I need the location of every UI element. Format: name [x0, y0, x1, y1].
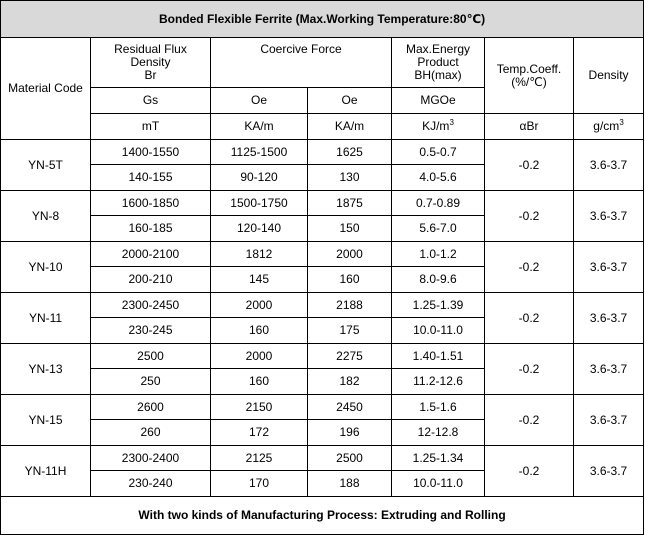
- density-value: 3.6-3.7: [574, 395, 644, 446]
- ihc-kam-value: 175: [308, 318, 392, 344]
- density-value: 3.6-3.7: [574, 242, 644, 293]
- bhc-kam-value: 170: [211, 471, 308, 497]
- br-gs-value: 2600: [91, 395, 211, 420]
- header-alpha-br: αBr: [485, 114, 574, 140]
- bhmax-mgoe-value: 1.25-1.34: [392, 446, 485, 471]
- header-density-unit-base: g/cm: [593, 119, 620, 133]
- bhc-kam-value: 90-120: [211, 165, 308, 191]
- br-mt-value: 250: [91, 369, 211, 395]
- unit-si-bh-exp: 3: [449, 118, 454, 127]
- header-bhmax-symbol: BH(max): [414, 68, 462, 82]
- bhmax-kjm3-value: 8.0-9.6: [392, 267, 485, 293]
- material-row: [1, 446, 644, 471]
- header-density: Density: [574, 38, 644, 114]
- bhmax-kjm3-value: 11.2-12.6: [392, 369, 485, 395]
- material-code: YN-11H: [1, 446, 91, 497]
- header-max-energy: [392, 38, 485, 88]
- unit-si-bh-base: KJ/m: [422, 119, 450, 133]
- bhmax-kjm3-value: 10.0-11.0: [392, 318, 485, 344]
- material-code: YN-15: [1, 395, 91, 446]
- ihc-oe-value: 1625: [308, 140, 392, 165]
- bhc-kam-value: 172: [211, 420, 308, 446]
- bhmax-kjm3-value: 10.0-11.0: [392, 471, 485, 497]
- unit-cgs-bh: MGOe: [392, 88, 485, 114]
- bhmax-mgoe-value: 1.0-1.2: [392, 242, 485, 267]
- unit-cgs-bhc: Oe: [211, 88, 308, 114]
- header-temp-coeff-unit: (%/℃): [511, 74, 547, 89]
- bhc-kam-value: 120-140: [211, 216, 308, 242]
- material-row: [1, 344, 644, 369]
- material-code: YN-5T: [1, 140, 91, 191]
- unit-cgs-ihc: Oe: [308, 88, 392, 114]
- bhc-oe-value: 2000: [211, 293, 308, 318]
- bhc-oe-value: 2150: [211, 395, 308, 420]
- bhc-oe-value: 2125: [211, 446, 308, 471]
- bhc-oe-value: 1125-1500: [211, 140, 308, 165]
- bhmax-mgoe-value: 1.5-1.6: [392, 395, 485, 420]
- ihc-kam-value: 150: [308, 216, 392, 242]
- material-row: [1, 293, 644, 318]
- density-value: 3.6-3.7: [574, 344, 644, 395]
- temp-coeff-value: -0.2: [485, 293, 574, 344]
- material-code: YN-8: [1, 191, 91, 242]
- bhc-oe-value: 1500-1750: [211, 191, 308, 216]
- bhmax-mgoe-value: 1.40-1.51: [392, 344, 485, 369]
- header-br-symbol: Br: [144, 68, 157, 82]
- material-code: YN-11: [1, 293, 91, 344]
- unit-si-bh: [392, 114, 485, 140]
- material-row: [1, 191, 644, 216]
- bhmax-kjm3-value: 4.0-5.6: [392, 165, 485, 191]
- temp-coeff-value: -0.2: [485, 395, 574, 446]
- br-mt-value: 200-210: [91, 267, 211, 293]
- ihc-oe-value: 2275: [308, 344, 392, 369]
- material-row: [1, 395, 644, 420]
- br-mt-value: 160-185: [91, 216, 211, 242]
- header-material-code: Material Code: [1, 38, 91, 140]
- header-density-unit: [574, 114, 644, 140]
- header-coercive-force: [211, 38, 392, 88]
- density-value: 3.6-3.7: [574, 446, 644, 497]
- unit-cgs-br: Gs: [91, 88, 211, 114]
- header-coercive-force-label: Coercive Force: [260, 42, 342, 56]
- material-code: YN-10: [1, 242, 91, 293]
- header-max-energy-label: Max.Energy Product: [405, 42, 471, 69]
- br-gs-value: 2500: [91, 344, 211, 369]
- bhc-kam-value: 145: [211, 267, 308, 293]
- header-residual-flux: [91, 38, 211, 88]
- ihc-oe-value: 2500: [308, 446, 392, 471]
- density-value: 3.6-3.7: [574, 140, 644, 191]
- density-value: 3.6-3.7: [574, 191, 644, 242]
- br-mt-value: 230-240: [91, 471, 211, 497]
- br-gs-value: 2300-2400: [91, 446, 211, 471]
- ihc-oe-value: 2188: [308, 293, 392, 318]
- bhmax-kjm3-value: 12-12.8: [392, 420, 485, 446]
- bhmax-mgoe-value: 0.7-0.89: [392, 191, 485, 216]
- table-title: Bonded Flexible Ferrite (Max.Working Temperature:80℃): [1, 1, 644, 38]
- ihc-oe-value: 2450: [308, 395, 392, 420]
- bhmax-mgoe-value: 0.5-0.7: [392, 140, 485, 165]
- bhmax-kjm3-value: 5.6-7.0: [392, 216, 485, 242]
- bhc-kam-value: 160: [211, 369, 308, 395]
- bhc-oe-value: 1812: [211, 242, 308, 267]
- ihc-oe-value: 1875: [308, 191, 392, 216]
- ihc-kam-value: 160: [308, 267, 392, 293]
- br-gs-value: 1400-1550: [91, 140, 211, 165]
- br-mt-value: 260: [91, 420, 211, 446]
- temp-coeff-value: -0.2: [485, 140, 574, 191]
- ihc-oe-value: 2000: [308, 242, 392, 267]
- table-footer: With two kinds of Manufacturing Process: Extruding and Rolling: [1, 497, 644, 535]
- ihc-kam-value: 188: [308, 471, 392, 497]
- density-value: 3.6-3.7: [574, 293, 644, 344]
- br-gs-value: 2300-2450: [91, 293, 211, 318]
- br-mt-value: 230-245: [91, 318, 211, 344]
- temp-coeff-value: -0.2: [485, 344, 574, 395]
- header-temp-coeff: [485, 38, 574, 114]
- ihc-kam-value: 196: [308, 420, 392, 446]
- material-row: [1, 140, 644, 165]
- br-gs-value: 1600-1850: [91, 191, 211, 216]
- unit-si-br: mT: [91, 114, 211, 140]
- material-code: YN-13: [1, 344, 91, 395]
- header-temp-coeff-label: Temp.Coeff.: [496, 61, 562, 76]
- header-density-unit-exp: 3: [619, 118, 624, 127]
- temp-coeff-value: -0.2: [485, 242, 574, 293]
- unit-si-ihc: KA/m: [308, 114, 392, 140]
- ihc-kam-value: 182: [308, 369, 392, 395]
- unit-si-bhc: KA/m: [211, 114, 308, 140]
- bhc-kam-value: 160: [211, 318, 308, 344]
- bhmax-mgoe-value: 1.25-1.39: [392, 293, 485, 318]
- br-gs-value: 2000-2100: [91, 242, 211, 267]
- temp-coeff-value: -0.2: [485, 446, 574, 497]
- header-residual-flux-label: Residual Flux Density: [114, 42, 187, 69]
- temp-coeff-value: -0.2: [485, 191, 574, 242]
- br-mt-value: 140-155: [91, 165, 211, 191]
- material-row: [1, 242, 644, 267]
- ihc-kam-value: 130: [308, 165, 392, 191]
- bhc-oe-value: 2000: [211, 344, 308, 369]
